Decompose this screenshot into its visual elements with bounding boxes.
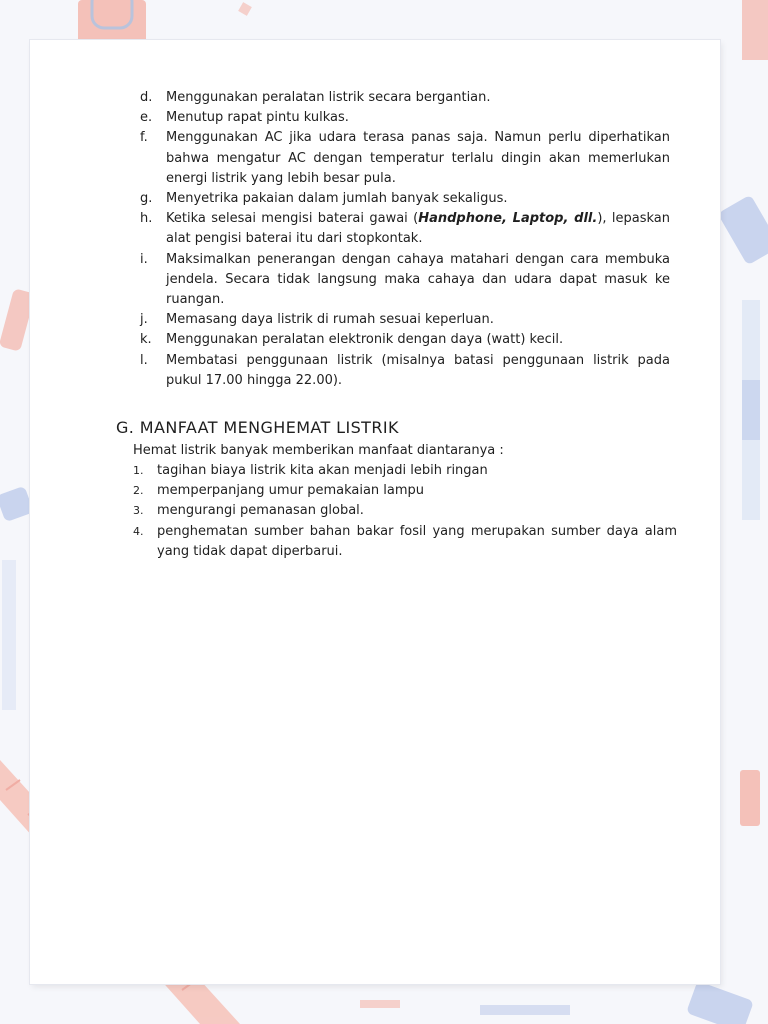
list-marker: j. — [140, 312, 148, 328]
list-item — [133, 501, 677, 521]
list-item — [140, 128, 670, 189]
list-item-text: Menggunakan AC jika udara terasa panas saja. Namun perlu diperhatikan bahwa mengatur AC dengan temperatur terlalu dingin akan memerlukan energi listrik yang lebih besar pula. — [166, 130, 670, 186]
list-item-text: Menggunakan peralatan elektronik dengan daya (watt) kecil. — [166, 332, 564, 348]
benefits-list — [133, 461, 677, 562]
list-item-text — [166, 209, 670, 249]
text-before: Ketika selesai mengisi baterai gawai ( — [166, 211, 419, 227]
section-heading: G. MANFAAT MENGHEMAT LISTRIK — [116, 418, 399, 437]
list-marker: 2. — [133, 484, 144, 498]
list-item — [140, 250, 670, 311]
list-marker: f. — [140, 130, 148, 146]
list-marker: 1. — [133, 464, 144, 477]
list-item — [140, 108, 670, 128]
list-marker: g. — [140, 191, 153, 207]
list-item-text: Menggunakan peralatan listrik secara bergantian. — [166, 90, 491, 105]
list-item — [133, 481, 677, 501]
list-marker: h. — [140, 211, 153, 227]
list-marker: k. — [140, 332, 152, 348]
energy-saving-tips-list — [140, 88, 670, 391]
list-item — [133, 522, 677, 562]
list-item-text: Membatasi penggunaan listrik (misalnya batasi penggunaan listrik pada pukul 17.00 hingga 22.00). — [166, 352, 670, 388]
list-marker: l. — [140, 352, 148, 368]
list-item — [140, 209, 670, 249]
list-item — [140, 310, 670, 330]
list-item — [140, 330, 670, 350]
device-examples: Handphone, Laptop, dll. — [418, 211, 598, 227]
list-item-text: Menyetrika pakaian dalam jumlah banyak sekaligus. — [166, 191, 508, 207]
text-after: ), lepaskan alat pengisi baterai itu dari stopkontak. — [166, 211, 670, 247]
list-item-text: Maksimalkan penerangan dengan cahaya matahari dengan cara membuka jendela. Secara tidak langsung maka cahaya dan udara dapat masuk ke ruangan. — [166, 251, 670, 308]
list-item-text: tagihan biaya listrik kita akan menjadi lebih ringan — [157, 463, 488, 478]
list-item-text: Menutup rapat pintu kulkas. — [166, 110, 349, 126]
list-marker: 4. — [133, 524, 144, 538]
list-marker: 3. — [133, 504, 144, 518]
list-item-text: mengurangi pemanasan global. — [157, 503, 364, 519]
list-item — [140, 88, 670, 108]
list-marker: i. — [140, 251, 148, 267]
list-item-text: penghematan sumber bahan bakar fosil yang merupakan sumber daya alam yang tidak dapat diperbarui. — [157, 523, 677, 559]
list-item — [140, 189, 670, 209]
list-item — [140, 351, 670, 391]
list-item — [133, 461, 677, 481]
list-item-text: memperpanjang umur pemakaian lampu — [157, 483, 425, 499]
section-intro: Hemat listrik banyak memberikan manfaat diantaranya : — [133, 443, 504, 458]
list-marker: d. — [140, 90, 153, 105]
list-marker: e. — [140, 110, 153, 126]
list-item-text: Memasang daya listrik di rumah sesuai keperluan. — [166, 312, 494, 328]
